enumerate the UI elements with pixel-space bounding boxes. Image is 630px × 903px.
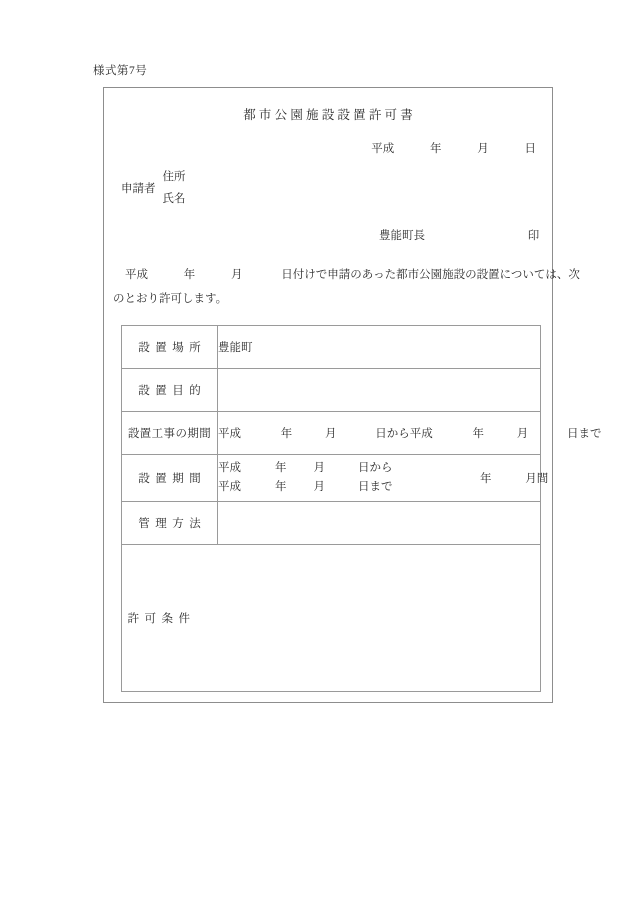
label-text: 設置期間 [138,473,207,485]
body-line1-tail: 日付けで申請のあった都市公園施設の設置については、次 [281,269,580,281]
table-row [122,545,541,692]
document-body [104,88,602,702]
applicant-name-label: 氏名 [162,193,186,206]
body-paragraph [113,263,580,311]
table-row [122,326,541,369]
table-row [122,502,541,545]
issue-date-year-unit: 年 [430,143,442,155]
installation-period-duration [480,470,548,486]
body-era: 平成 [125,269,148,281]
construction-month-unit: 月 [325,428,337,440]
label-text: 設置場所 [138,342,207,354]
document-page-frame [103,87,602,703]
issue-date-month-unit: 月 [477,143,489,155]
construction-year-unit2: 年 [472,428,484,440]
row-value-installation-location[interactable]: 豊能町 [218,326,541,369]
construction-to-text: 日まで [567,428,602,440]
construction-month-unit2: 月 [516,428,529,440]
row-value-construction-period[interactable] [218,412,602,455]
body-paragraph-line-1 [113,263,580,287]
construction-year-unit: 年 [280,428,293,440]
period-line1-year-unit: 年 [275,462,287,475]
row-label-installation-location [122,326,218,369]
period-line2-era: 平成 [218,481,241,493]
applicant-fields [163,166,186,211]
row-label-installation-purpose [122,369,218,412]
period-line2-month-unit: 月 [313,481,325,493]
row-value-management-method[interactable] [218,502,541,545]
duration-month-unit: 月間 [525,473,549,485]
row-value-installation-purpose[interactable] [218,369,541,412]
row-label-management-method [122,502,218,545]
applicant-address-label: 住所 [162,171,186,183]
issuer-line [379,227,539,243]
label-text: 管理方法 [138,518,207,530]
row-label-permit-conditions: 許可条件 [127,613,196,625]
issue-date-line [371,140,536,156]
page-title: 都市公園施設設置許可書 [243,108,416,122]
period-line1-month-unit: 月 [313,462,325,475]
construction-era-from: 平成 [218,428,241,440]
label-text: 設置目的 [138,385,207,397]
table-row [122,369,541,412]
applicant-block [121,166,186,211]
period-line2-year-unit: 年 [275,481,287,493]
row-permit-conditions[interactable] [122,545,541,692]
period-line2-tail: 日まで [358,481,393,493]
table-row [122,412,541,455]
applicant-label: 申請者 [121,183,156,196]
table-row [122,455,541,502]
row-label-construction-period [122,412,218,455]
issue-date-day-unit: 日 [524,143,536,155]
row-label-installation-period [122,455,218,502]
seal-mark: 印 [527,230,540,242]
period-line1-tail: 日から [358,462,393,475]
form-number: 様式第7号 [93,65,148,77]
issue-date-era: 平成 [371,143,395,155]
body-paragraph-line-2: のとおり許可します。 [113,293,228,306]
body-year-unit: 年 [183,269,196,281]
label-text: 設置工事の期間 [127,428,212,440]
period-line1-era: 平成 [218,462,241,475]
issuer-name: 豊能町長 [379,230,425,242]
construction-from-text: 日から平成 [375,428,433,440]
body-month-unit: 月 [231,269,243,281]
duration-year-unit: 年 [480,473,492,485]
permit-details-table [121,325,602,692]
